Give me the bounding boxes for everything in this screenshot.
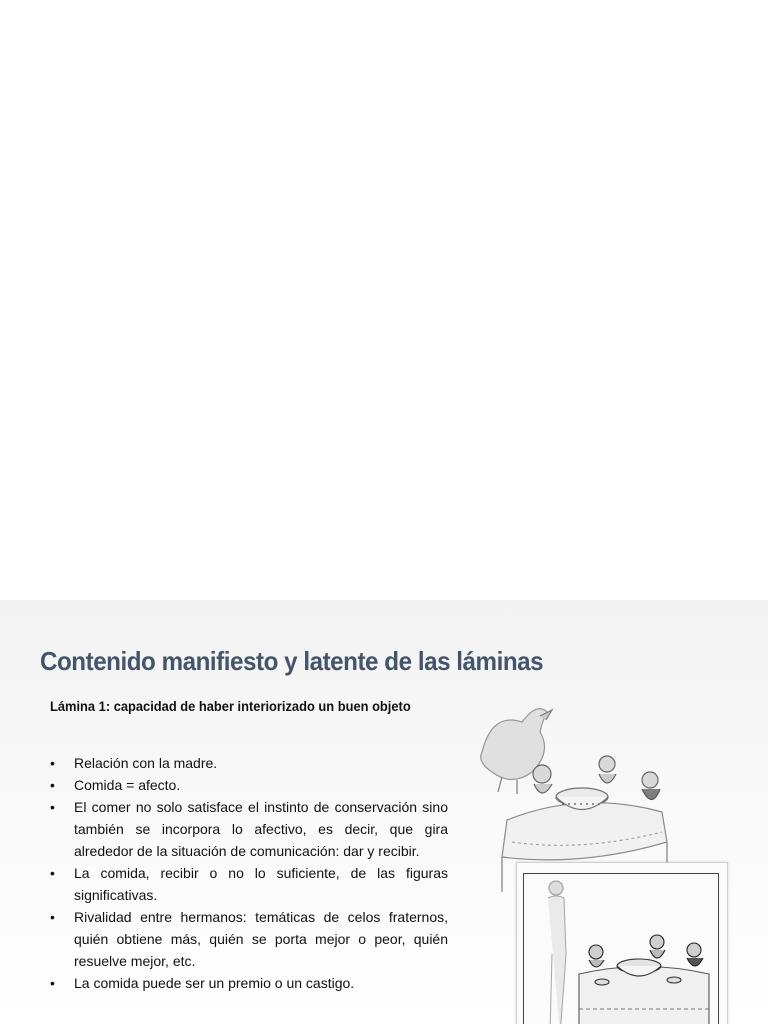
bullet-item: • La comida, recibir o no lo suficiente, de las figuras significativas. bbox=[50, 862, 448, 906]
illustration-card bbox=[516, 862, 728, 1024]
slide bbox=[0, 600, 768, 1024]
bullet-item: • Comida = afecto. bbox=[50, 774, 448, 796]
bullet-list bbox=[50, 752, 448, 994]
slide-title: Contenido manifiesto y latente de las láminas bbox=[40, 646, 544, 676]
bullet-item: • El comer no solo satisface el instinto de conservación sino también se incorpora lo afectivo, es decir, que gira alrededor de la situación de comunicación: dar y recibir. bbox=[50, 796, 448, 862]
bullet-item: • La comida puede ser un premio o un castigo. bbox=[50, 972, 448, 994]
bullet-item: • Rivalidad entre hermanos: temáticas de celos fraternos, quién obtiene más, quién se porta mejor o peor, quién resuelve mejor, etc. bbox=[50, 906, 448, 972]
chicks-at-table-card-illustration bbox=[524, 874, 718, 1024]
illustration-frame bbox=[523, 873, 719, 1024]
bullet-item: • Relación con la madre. bbox=[50, 752, 448, 774]
slide-subtitle: Lámina 1: capacidad de haber interiorizado un buen objeto bbox=[50, 698, 411, 714]
